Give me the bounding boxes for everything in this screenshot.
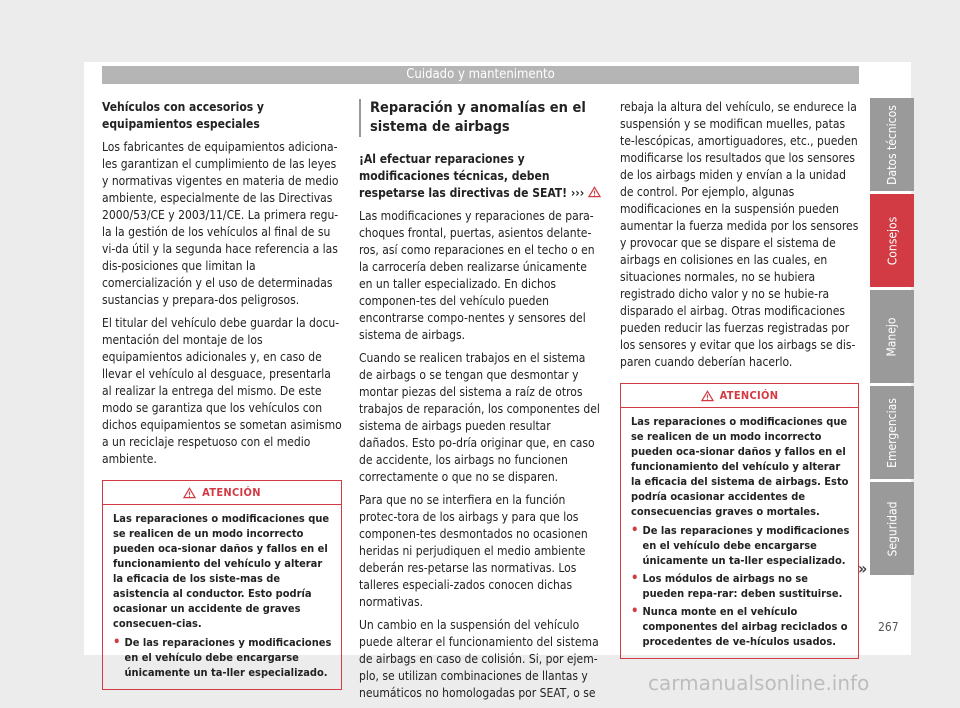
- tab-label: Manejo: [885, 316, 899, 357]
- paragraph: Cuando se realicen trabajos en el sistema de airbags o se tengan que desmontar y montar piezas del sistema a raíz de otros trabajos de reparación, los componentes del sistema de airbags pueden resultar dañados. Esto po-dría originar que, en caso de accidente, los airbags no funcionen correctamente o que no se disparen.: [359, 351, 600, 484]
- section-subhead: [359, 151, 602, 202]
- paragraph: Los fabricantes de equipamientos adiciona-les garantizan el cumplimiento de las leyes y normativas vigentes en materia de medio ambiente, especialmente de las Directivas 2000/53/CE y 2003/11/CE. La primera regu-la la gestión de los vehículos al final de su vi-da útil y la segunda hace referencia a las dis-posiciones que limitan la comercialización y el uso de determinadas sustancias y prepara-dos peligrosos.: [102, 140, 339, 307]
- warning-label: ATENCIÓN: [719, 389, 779, 402]
- warning-bullet: [113, 635, 333, 680]
- tab-consejos[interactable]: [870, 194, 914, 287]
- warning-header: [103, 481, 341, 505]
- warning-header: [621, 384, 858, 408]
- tab-label: Emergencias: [885, 397, 900, 468]
- tab-label: Datos técnicos: [885, 104, 900, 185]
- bullet-dot-icon: •: [113, 635, 121, 650]
- page-header: [102, 66, 859, 84]
- warning-box: [620, 383, 859, 659]
- tab-seguridad[interactable]: [870, 482, 914, 575]
- subhead-text: ¡Al efectuar reparaciones y modificaciones técnicas, deben respetarse las directivas de SEAT! ›››: [359, 152, 585, 200]
- warning-bullet: [631, 604, 850, 649]
- warning-triangle-icon: [183, 487, 196, 499]
- bullet-dot-icon: •: [631, 571, 639, 586]
- paragraph: El titular del vehículo debe guardar la docu-mentación del montaje de los equipamientos adicionales y, en caso de llevar el vehículo al desguace, presentarla al realizar la entrega del mismo. De este modo se garantiza que los vehículos con dichos equipamientos se sometan asimismo a un reciclaje respetuoso con el medio ambiente.: [102, 316, 342, 466]
- page-number: 267: [878, 620, 899, 634]
- warning-triangle-icon: [701, 390, 714, 402]
- warning-bullet-text: Nunca monte en el vehículo componentes del airbag reciclados o procedentes de ve-hículos usados.: [642, 605, 848, 648]
- warning-text: Las reparaciones o modificaciones que se realicen de un modo incorrecto pueden oca-sionar daños y fallos en el funcionamiento del vehículo y alterar la eficacia del sistema de airbags. Esto podría ocasionar accidentes de consecuencias graves o mortales.: [631, 415, 849, 518]
- warning-text: Las reparaciones o modificaciones que se realicen de un modo incorrecto pueden oca-sionar daños y fallos en el funcionamiento del vehículo y alterar la eficacia de los siste-mas de asistencia al conductor. Esto podría ocasionar un accidente de graves consecuen-cias.: [113, 512, 330, 630]
- section-subhead: Vehículos con accesorios y equipamientos especiales: [102, 100, 264, 131]
- warning-bullet-text: De las reparaciones y modificaciones en el vehículo debe encargarse únicamente un ta-ller especializado.: [642, 524, 850, 567]
- paragraph: Un cambio en la suspensión del vehículo puede alterar el funcionamiento del sistema de airbags en caso de colisión. Si, por ejem-plo, se utilizan combinaciones de llantas y neumáticos no homologadas por SEAT, o se: [359, 618, 599, 700]
- bullet-dot-icon: •: [631, 604, 639, 619]
- tab-datos-tecnicos[interactable]: [870, 98, 914, 191]
- watermark: carmanualsonline.info: [648, 671, 870, 695]
- tab-label: Seguridad: [885, 501, 899, 556]
- continue-marker-icon: »: [858, 559, 868, 578]
- tab-manejo[interactable]: [870, 290, 914, 383]
- column-left: [102, 99, 342, 690]
- column-right: [620, 99, 859, 659]
- warning-body: [621, 408, 858, 658]
- paragraph: Las modificaciones y reparaciones de para-choques frontal, puertas, asientos delante-ros, así como reparaciones en el techo o en la carrocería deben realizarse únicamente en un taller especializado. En dichos componen-tes del vehículo pueden encontrarse compo-nentes y sensores del sistema de airbags.: [359, 209, 595, 342]
- warning-box: [102, 480, 342, 690]
- paragraph: Para que no se interfiera en la función protec-tora de los airbags y para que los componen-tes desmontados no ocasionen heridas ni perjudiquen el medio ambiente deberán res-petarse las normativas. Los talleres especiali-zados conocen dichas normativas.: [359, 493, 588, 609]
- paragraph: rebaja la altura del vehículo, se endurece la suspensión y se modifican muelles, patas te-lescópicas, amortiguadores, etc., pueden modificarse los resultados que los sensores de los airbags miden y envían a la unidad de control. Por ejemplo, algunas modificaciones en la suspensión pueden aumentar la fuerza medida por los sensores y provocar que se dispare el sistema de airbags en colisiones en las cuales, en situaciones normales, no se hubiera registrado dicho valor y no se hubie-ra disparado el airbag. Otras modificaciones pueden reducir las fuerzas registradas por los sensores y evitar que los airbags se dis-paren cuando deberían hacerlo.: [620, 100, 859, 369]
- side-tab-nav: [870, 98, 914, 578]
- section-title: Reparación y anomalías en el sistema de airbags: [359, 99, 602, 137]
- column-middle: [359, 99, 602, 708]
- warning-body: [103, 505, 341, 689]
- warning-triangle-icon: [588, 186, 601, 198]
- warning-bullet-text: Los módulos de airbags no se pueden repa-rar: deben sustituirse.: [642, 572, 843, 600]
- bullet-dot-icon: •: [631, 523, 639, 538]
- header-title: Cuidado y mantenimento: [406, 67, 555, 82]
- warning-bullet: [631, 571, 850, 601]
- warning-bullet: [631, 523, 850, 568]
- warning-label: ATENCIÓN: [202, 486, 261, 499]
- warning-bullet-text: De las reparaciones y modificaciones en el vehículo debe encargarse únicamente un ta-ller especializado.: [124, 636, 332, 679]
- tab-emergencias[interactable]: [870, 386, 914, 479]
- tab-label: Consejos: [885, 216, 899, 265]
